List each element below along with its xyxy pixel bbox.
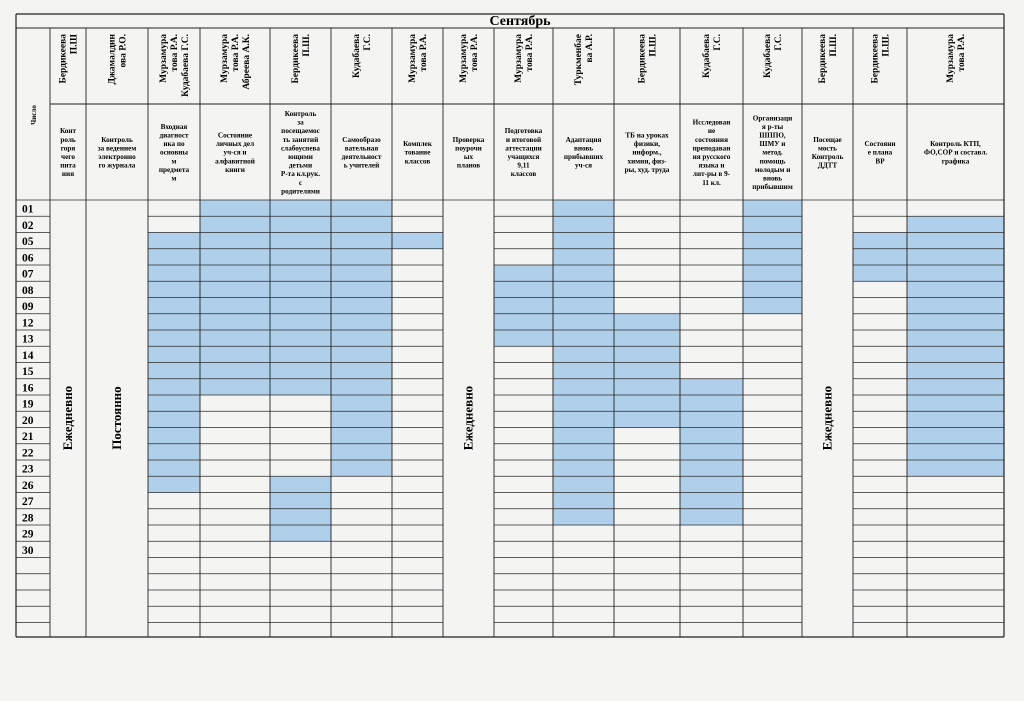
day-label: 28 bbox=[22, 512, 34, 525]
day-label: 14 bbox=[22, 349, 34, 362]
column-task-description bbox=[564, 136, 604, 170]
task-line: м bbox=[171, 174, 177, 183]
column-task-description bbox=[453, 136, 485, 170]
name-line: П.Ш bbox=[69, 34, 80, 55]
task-line: Контроль bbox=[811, 153, 844, 161]
task-line: тование bbox=[404, 148, 431, 157]
name-line: Абреева А.К. bbox=[242, 34, 252, 90]
task-line: вновь bbox=[573, 144, 594, 153]
task-line: графика bbox=[941, 157, 970, 166]
day-label: 06 bbox=[22, 252, 34, 265]
task-line: Состояние bbox=[217, 131, 253, 140]
task-line: роль bbox=[60, 135, 76, 144]
task-line: Комплек bbox=[403, 140, 432, 149]
task-line: Контроль КТП, bbox=[930, 140, 981, 149]
name-line: П.Ш. bbox=[648, 34, 659, 57]
column-responsible-name bbox=[108, 33, 129, 84]
column-responsible-name bbox=[408, 34, 429, 83]
task-line: основны bbox=[160, 148, 188, 157]
task-line: Организаци bbox=[752, 114, 793, 123]
name-line: Джамалдин bbox=[107, 34, 118, 85]
column-task-description bbox=[98, 136, 137, 170]
column-responsible-name bbox=[638, 34, 659, 84]
shaded-cell-block bbox=[494, 265, 553, 346]
name-line: Мурзамура bbox=[459, 34, 469, 83]
shaded-cell-block bbox=[743, 200, 802, 314]
name-line: П.Ш. bbox=[302, 34, 312, 57]
name-line: Г.С. bbox=[774, 34, 784, 51]
task-line: прибывшим bbox=[752, 183, 793, 192]
task-line: химии, физ- bbox=[627, 157, 667, 166]
task-line: уч-ся bbox=[574, 161, 593, 170]
name-line: Бердикеева bbox=[870, 34, 881, 84]
task-line: ика по bbox=[163, 140, 185, 149]
shaded-cell-block bbox=[392, 233, 443, 249]
task-line: ДДТТ bbox=[817, 161, 838, 170]
month-title: Сентябрь bbox=[489, 14, 551, 29]
task-line: информ., bbox=[632, 148, 662, 157]
task-line: ия русского bbox=[692, 153, 731, 161]
task-line: молодым и bbox=[754, 165, 791, 174]
task-line: ие bbox=[707, 127, 716, 136]
task-line: с bbox=[298, 178, 303, 187]
column-responsible-name bbox=[514, 34, 535, 83]
day-label: 15 bbox=[22, 366, 34, 378]
span-frequency-label: Ежедневно bbox=[460, 385, 476, 451]
column-responsible-name bbox=[946, 34, 967, 83]
task-line: м bbox=[171, 157, 177, 166]
task-line: электронно bbox=[98, 153, 136, 161]
task-line: аттестации bbox=[505, 144, 542, 153]
task-line: помощь bbox=[759, 157, 786, 166]
column-responsible-name bbox=[291, 34, 312, 84]
day-label: 19 bbox=[22, 398, 34, 411]
name-line: това Р.А. bbox=[470, 34, 480, 72]
day-label: 05 bbox=[22, 236, 34, 248]
name-line: Кудабаева bbox=[352, 34, 362, 78]
task-line: го журнала bbox=[98, 161, 136, 170]
task-line: горя bbox=[60, 144, 76, 153]
task-line: планов bbox=[456, 161, 481, 170]
column-task-description bbox=[215, 132, 255, 174]
name-line: ва А.Р. bbox=[585, 34, 595, 63]
task-line: 9,11 bbox=[517, 161, 530, 170]
name-line: Туркменбае bbox=[574, 34, 584, 86]
column-task-description bbox=[924, 140, 988, 165]
name-line: Кудабаева Г.С. bbox=[181, 34, 191, 97]
shaded-cell-block bbox=[614, 314, 680, 428]
task-line: метод. bbox=[762, 148, 783, 157]
task-line: поурочн bbox=[455, 144, 482, 153]
day-label: 29 bbox=[22, 528, 34, 541]
task-line: Исследован bbox=[692, 118, 731, 127]
column-responsible-name bbox=[220, 34, 252, 90]
column-responsible-name bbox=[159, 34, 191, 97]
day-label: 23 bbox=[22, 463, 34, 476]
date-column-header: Число bbox=[30, 105, 38, 125]
column-responsible-name bbox=[871, 34, 892, 84]
name-line: Мурзамура bbox=[408, 34, 418, 83]
name-line: Г.С. bbox=[363, 34, 373, 51]
name-line: П.Ш. bbox=[829, 34, 839, 57]
task-line: Подготовка bbox=[504, 127, 543, 136]
day-label: 22 bbox=[22, 447, 34, 460]
task-line: за ведением bbox=[97, 144, 137, 153]
task-line: Контроль bbox=[101, 135, 133, 144]
name-line: Г.С. bbox=[713, 34, 723, 51]
task-line: Проверка bbox=[452, 135, 485, 144]
day-label: 16 bbox=[22, 382, 34, 395]
column-task-description bbox=[864, 140, 895, 165]
span-frequency-label: Постоянно bbox=[109, 386, 124, 450]
task-line: предмета bbox=[158, 165, 190, 174]
name-line: Мурзамура bbox=[159, 34, 169, 83]
task-line: деятельност bbox=[341, 153, 382, 161]
name-line: Бердикеева bbox=[818, 34, 828, 84]
task-line: ФО,СОР и составл. bbox=[923, 148, 988, 157]
column-responsible-name bbox=[59, 33, 80, 83]
shaded-cell-block bbox=[331, 200, 392, 476]
name-line: това Р.А. bbox=[170, 34, 180, 72]
day-label: 12 bbox=[22, 317, 34, 330]
day-label: 01 bbox=[22, 203, 34, 216]
column-task-description bbox=[625, 132, 670, 174]
column-task-description bbox=[505, 127, 543, 178]
task-line: детьми bbox=[288, 161, 313, 170]
name-line: Бердикеева bbox=[291, 34, 301, 84]
day-label: 21 bbox=[22, 431, 34, 443]
task-line: чего bbox=[61, 153, 75, 161]
task-line: учащихся bbox=[507, 153, 540, 161]
task-line: Р-та кл.рук. bbox=[280, 170, 321, 179]
task-line: преподаван bbox=[692, 144, 731, 153]
task-line: ния bbox=[61, 170, 75, 179]
name-line: това Р.А. bbox=[957, 34, 967, 72]
name-line: Мурзамура bbox=[946, 34, 956, 83]
name-line: това Р.А. bbox=[231, 34, 241, 72]
task-line: ры, худ. труда bbox=[624, 165, 670, 174]
task-line: вновь bbox=[762, 174, 783, 183]
task-line: книги bbox=[225, 165, 245, 174]
name-line: Бердикеева bbox=[58, 34, 69, 84]
task-line: вательная bbox=[344, 144, 379, 153]
task-line: Посещае bbox=[813, 135, 842, 144]
day-label: 02 bbox=[22, 219, 34, 232]
span-frequency-label: Ежедневно bbox=[60, 385, 75, 451]
name-line: Кудабаева bbox=[702, 34, 712, 78]
task-line: Контроль bbox=[284, 110, 317, 118]
task-line: Входная bbox=[160, 122, 188, 131]
column-responsible-name bbox=[351, 34, 373, 78]
task-line: физики, bbox=[633, 140, 661, 149]
column-responsible-name bbox=[818, 34, 839, 84]
name-line: ова Р.О. bbox=[118, 34, 129, 68]
task-line: классов bbox=[510, 170, 537, 179]
task-line: языка и bbox=[698, 161, 725, 170]
shaded-cell-block bbox=[680, 379, 743, 525]
day-label: 07 bbox=[22, 268, 34, 281]
task-line: лит-ры в 9- bbox=[692, 170, 731, 179]
name-line: това Р.А. bbox=[419, 34, 429, 72]
task-line: посещаемос bbox=[281, 127, 320, 136]
task-line: ШППО, bbox=[759, 131, 786, 140]
column-task-description bbox=[812, 136, 844, 170]
task-line: алфавитной bbox=[215, 157, 255, 166]
task-line: ых bbox=[463, 153, 474, 161]
column-responsible-name bbox=[762, 34, 784, 78]
task-line: ВР bbox=[875, 157, 885, 166]
column-task-description bbox=[752, 114, 793, 191]
column-task-description bbox=[281, 110, 321, 195]
name-line: П.Ш. bbox=[881, 34, 892, 57]
task-line: ТБ на уроках bbox=[625, 131, 669, 140]
task-line: Состояни bbox=[864, 140, 896, 149]
column-responsible-name bbox=[459, 34, 480, 83]
name-line: това Р.А. bbox=[525, 34, 535, 72]
name-line: Мурзамура bbox=[220, 34, 230, 83]
day-label: 27 bbox=[22, 496, 34, 508]
column-responsible-name bbox=[701, 34, 723, 78]
task-line: Адаптация bbox=[565, 135, 602, 144]
task-line: ющими bbox=[288, 153, 313, 161]
task-line: родителями bbox=[281, 187, 320, 196]
task-line: пита bbox=[60, 161, 76, 170]
task-line: слабоуспева bbox=[280, 144, 321, 153]
day-label: 08 bbox=[22, 284, 34, 297]
task-line: Конт bbox=[59, 127, 77, 136]
day-label: 30 bbox=[22, 544, 34, 557]
task-line: Самообразо bbox=[342, 135, 381, 144]
day-label: 26 bbox=[22, 479, 34, 492]
column-task-description bbox=[693, 119, 731, 187]
task-line: состояния bbox=[695, 135, 728, 144]
task-line: ть занятий bbox=[282, 135, 319, 144]
task-line: ь учителей bbox=[343, 161, 380, 170]
day-label: 09 bbox=[22, 301, 34, 313]
task-line: е плана bbox=[867, 148, 893, 157]
column-task-description bbox=[60, 127, 77, 178]
column-task-description bbox=[342, 136, 382, 170]
task-line: классов bbox=[404, 157, 431, 166]
name-line: Кудабаева bbox=[763, 34, 773, 78]
task-line: ШМУ и bbox=[759, 140, 786, 149]
task-line: личных дел bbox=[215, 140, 255, 149]
task-line: мость bbox=[818, 144, 837, 153]
column-responsible-name bbox=[573, 34, 595, 85]
task-line: 11 кл. bbox=[702, 178, 721, 187]
column-task-description bbox=[403, 140, 433, 165]
span-frequency-label: Ежедневно bbox=[819, 385, 835, 451]
task-line: диагност bbox=[159, 131, 189, 140]
day-label: 20 bbox=[22, 414, 34, 427]
day-label: 13 bbox=[22, 333, 34, 346]
task-line: и итоговой bbox=[505, 135, 542, 144]
task-line: я р-ты bbox=[761, 122, 784, 131]
column-task-description bbox=[159, 123, 190, 183]
task-line: уч-ся и bbox=[223, 148, 247, 157]
shaded-cell-block bbox=[853, 233, 907, 282]
task-line: за bbox=[297, 118, 304, 127]
name-line: Мурзамура bbox=[514, 34, 524, 83]
name-line: Бердикеева bbox=[637, 34, 648, 84]
task-line: прибывших bbox=[563, 153, 604, 161]
